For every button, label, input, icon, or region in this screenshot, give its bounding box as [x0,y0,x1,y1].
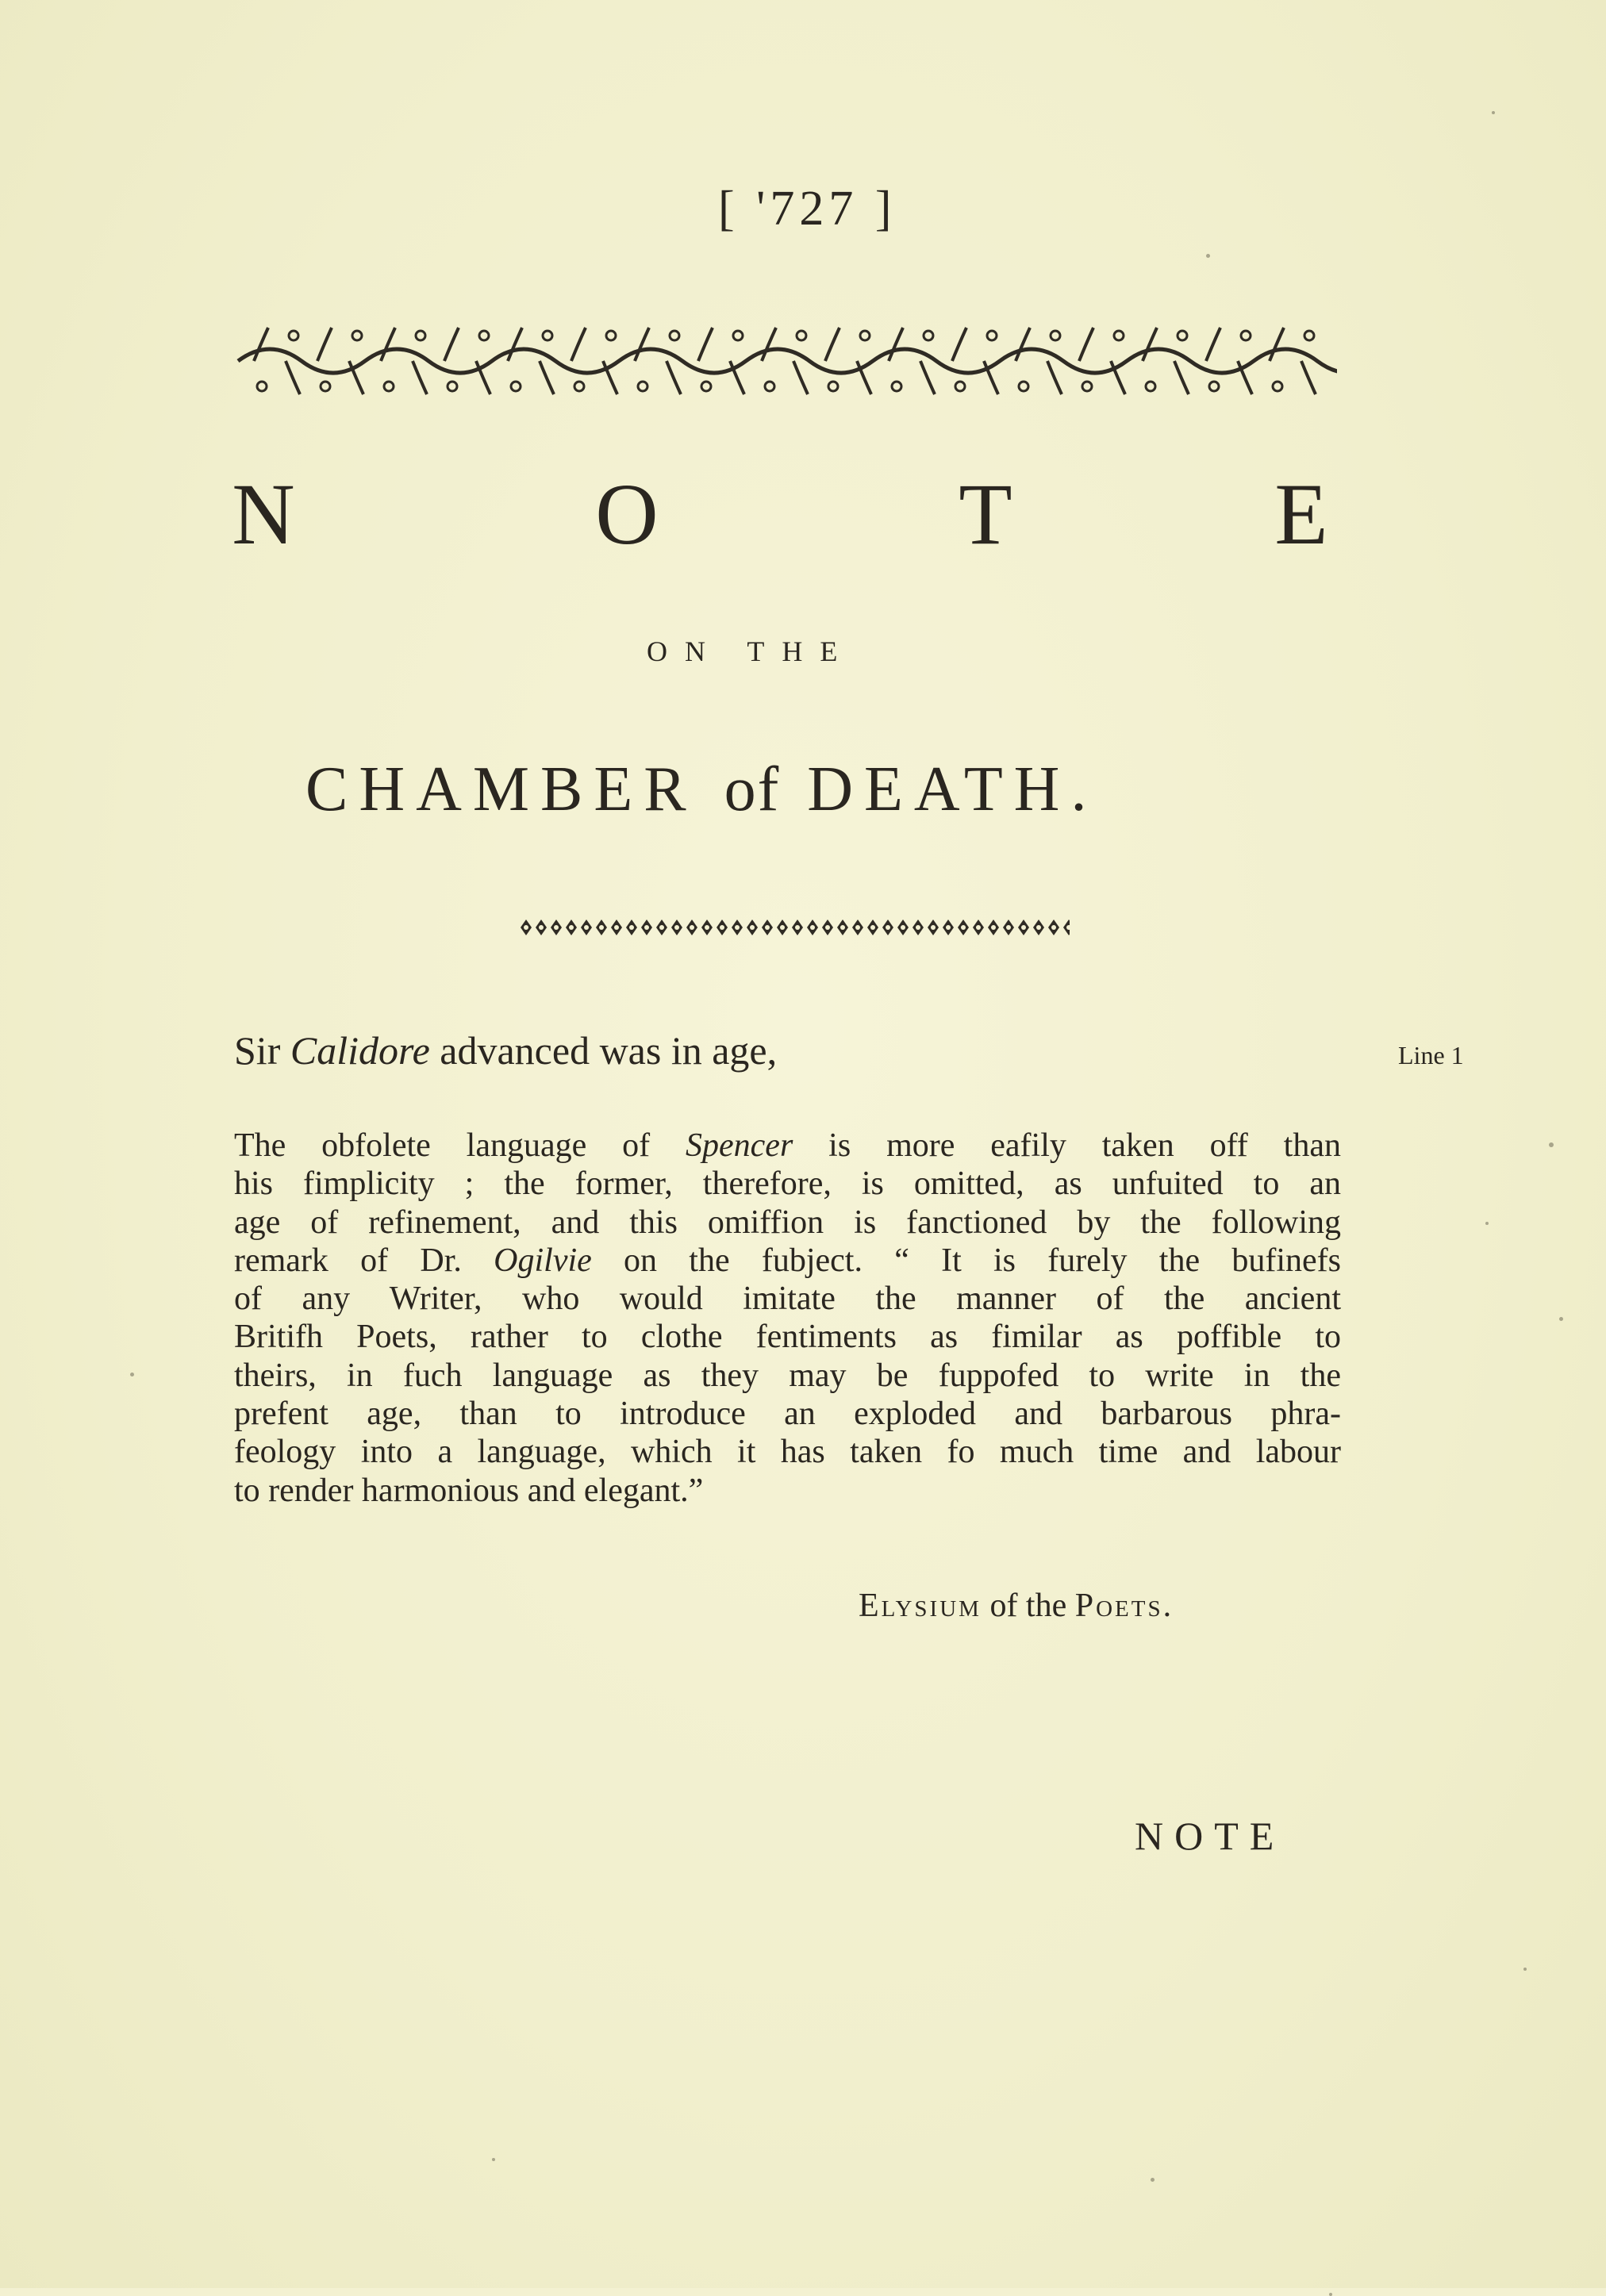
italic-name: Ogilvie [494,1242,592,1279]
main-title-part1: CHAMBER [305,754,697,824]
main-title-part2: DEATH. [807,754,1098,824]
body-line: Britifh Poets, rather to clothe fentiments as fimilar as poffible to [234,1319,1341,1356]
attribution [859,1587,1303,1625]
body-line: age of refinement, and this omiffion is fanctioned by the following [234,1204,1341,1241]
body-line: of any Writer, who would imitate the manner of the ancient [234,1280,1341,1318]
attribution-work: Elysium [859,1588,982,1624]
body-line: to render harmonious and elegant.” [234,1472,704,1509]
body-line: his fimplicity ; the former, therefore, is omitted, as unfuited to an [234,1165,1341,1203]
fleuron-divider [514,914,1070,941]
attribution-poets: Poets. [1074,1588,1174,1624]
catchword: NOTE [1135,1814,1285,1858]
italic-name: Spencer [686,1127,793,1164]
body-line: theirs, in fuch language as they may be fuppofed to write in the [234,1357,1341,1394]
heading-letter-n: N [232,466,295,562]
line-reference: Line 1 [1398,1041,1464,1069]
main-title-connector: of [724,754,781,824]
body-line: The obfolete language of Spencer is more eafily taken off than [234,1127,1341,1164]
quoted-line-post: advanced was in age, [429,1028,778,1073]
quoted-line-name: Calidore [290,1028,430,1073]
attribution-connector: of the [981,1588,1075,1624]
heading-letter-t: T [959,466,1012,562]
body-line: prefent age, than to introduce an exploded and barbarous phra- [234,1396,1341,1433]
page-number: [ '727 ] [718,182,897,236]
quoted-verse-line [234,1027,1028,1073]
main-title [305,754,1321,826]
note-body [234,1127,1341,1510]
ornamental-vine-border [230,313,1337,401]
body-line: remark of Dr. Ogilvie on the fubject. “ It is furely the bufinefs [234,1242,1341,1279]
quoted-line-pre: Sir [234,1028,290,1073]
body-line: feology into a language, which it has taken fo much time and labour [234,1434,1341,1471]
heading-letter-o: O [595,466,659,562]
heading-letter-e: E [1274,466,1328,562]
subheading: ON THE [647,635,855,667]
